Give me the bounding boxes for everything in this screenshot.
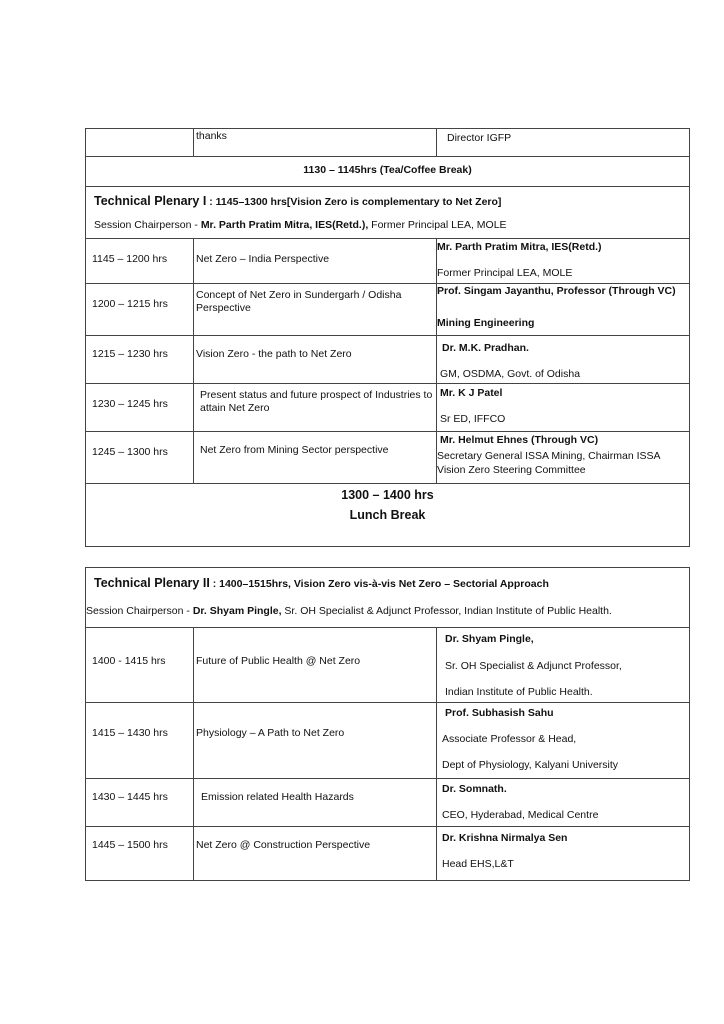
row-time: 1215 – 1230 hrs <box>92 348 168 360</box>
row-detail: Dept of Physiology, Kalyani University <box>442 759 619 771</box>
row-time: 1400 - 1415 hrs <box>92 655 166 667</box>
row-detail: CEO, Hyderabad, Medical Centre <box>442 809 599 821</box>
row-detail: Former Principal LEA, MOLE <box>437 267 573 279</box>
row-time: 1415 – 1430 hrs <box>92 727 168 739</box>
row-speaker: Dr. Krishna Nirmalya Sen <box>442 832 568 844</box>
table-row <box>86 129 689 157</box>
chair-detail: Former Principal LEA, MOLE <box>368 219 507 231</box>
table-row <box>86 336 689 384</box>
plenary-title: Technical Plenary II <box>94 576 210 590</box>
lunch-time: 1300 – 1400 hrs <box>341 488 434 502</box>
row-detail: Head EHS,L&T <box>442 858 514 870</box>
schedule-table-morning <box>85 128 690 547</box>
chair-detail: Sr. OH Specialist & Adjunct Professor, Indian Institute of Public Health. <box>281 605 612 617</box>
table-row <box>86 384 689 432</box>
table-row <box>86 239 689 284</box>
row-topic: Future of Public Health @ Net Zero <box>196 655 361 667</box>
table-row <box>86 703 689 779</box>
plenary-subtitle: : 1400–1515hrs, Vision Zero vis-à-vis Net Zero – Sectorial Approach <box>212 578 549 590</box>
row-time: 1430 – 1445 hrs <box>92 791 168 803</box>
row-detail: Sr ED, IFFCO <box>440 413 506 425</box>
row-topic: thanks <box>196 130 227 142</box>
row-time: 1145 – 1200 hrs <box>92 253 168 265</box>
row-topic: Emission related Health Hazards <box>201 791 354 803</box>
chair-name: Dr. Shyam Pingle, <box>192 605 282 617</box>
chair-label: Session Chairperson - <box>94 219 201 231</box>
plenary-title: Technical Plenary I <box>94 194 207 208</box>
table-row <box>86 779 689 827</box>
plenary-header <box>86 187 689 239</box>
plenary-header <box>86 568 689 628</box>
row-topic: Physiology – A Path to Net Zero <box>196 727 345 739</box>
row-topic: Net Zero @ Construction Perspective <box>196 839 371 851</box>
chair-name: Mr. Parth Pratim Mitra, IES(Retd.), <box>200 219 369 231</box>
table-row <box>86 628 689 703</box>
row-detail: Mining Engineering <box>437 317 535 329</box>
row-time: 1445 – 1500 hrs <box>92 839 168 851</box>
tea-break-label: 1130 – 1145hrs (Tea/Coffee Break) <box>303 164 472 176</box>
lunch-label: Lunch Break <box>349 508 426 522</box>
row-time: 1230 – 1245 hrs <box>92 398 168 410</box>
row-speaker: Mr. Helmut Ehnes (Through VC) <box>440 434 599 446</box>
row-detail: Associate Professor & Head, <box>442 733 577 745</box>
row-time: 1245 – 1300 hrs <box>92 446 168 458</box>
tea-break-row <box>86 157 689 187</box>
lunch-row <box>86 484 689 546</box>
table-row <box>86 284 689 336</box>
row-topic: Net Zero from Mining Sector perspective <box>200 444 389 456</box>
row-time: 1200 – 1215 hrs <box>92 298 168 310</box>
row-topic: Concept of Net Zero in Sundergarh / Odisha Perspective <box>196 289 402 314</box>
row-topic: Present status and future prospect of Industries to attain Net Zero <box>200 389 433 414</box>
row-speaker: Mr. Parth Pratim Mitra, IES(Retd.) <box>437 241 602 253</box>
row-speaker: Director IGFP <box>447 132 512 144</box>
row-detail: Indian Institute of Public Health. <box>445 686 593 698</box>
chair-label: Session Chairperson - <box>86 605 193 617</box>
row-speaker: Dr. Somnath. <box>442 783 507 795</box>
schedule-table-afternoon <box>85 567 690 881</box>
row-speaker: Prof. Singam Jayanthu, Professor (Through VC) <box>437 285 676 297</box>
row-speaker: Dr. Shyam Pingle, <box>445 633 534 645</box>
row-speaker: Dr. M.K. Pradhan. <box>442 342 529 354</box>
row-detail: GM, OSDMA, Govt. of Odisha <box>440 368 581 380</box>
table-row <box>86 432 689 484</box>
row-speaker: Mr. K J Patel <box>440 387 503 399</box>
table-row <box>86 827 689 880</box>
row-topic: Vision Zero - the path to Net Zero <box>196 348 352 360</box>
plenary-subtitle: : 1145–1300 hrs[Vision Zero is complementary to Net Zero] <box>209 196 502 208</box>
row-detail: Sr. OH Specialist & Adjunct Professor, <box>445 660 622 672</box>
row-topic: Net Zero – India Perspective <box>196 253 330 265</box>
row-detail: Secretary General ISSA Mining, Chairman ISSA Vision Zero Steering Committee <box>437 450 660 476</box>
row-speaker: Prof. Subhasish Sahu <box>445 707 554 719</box>
